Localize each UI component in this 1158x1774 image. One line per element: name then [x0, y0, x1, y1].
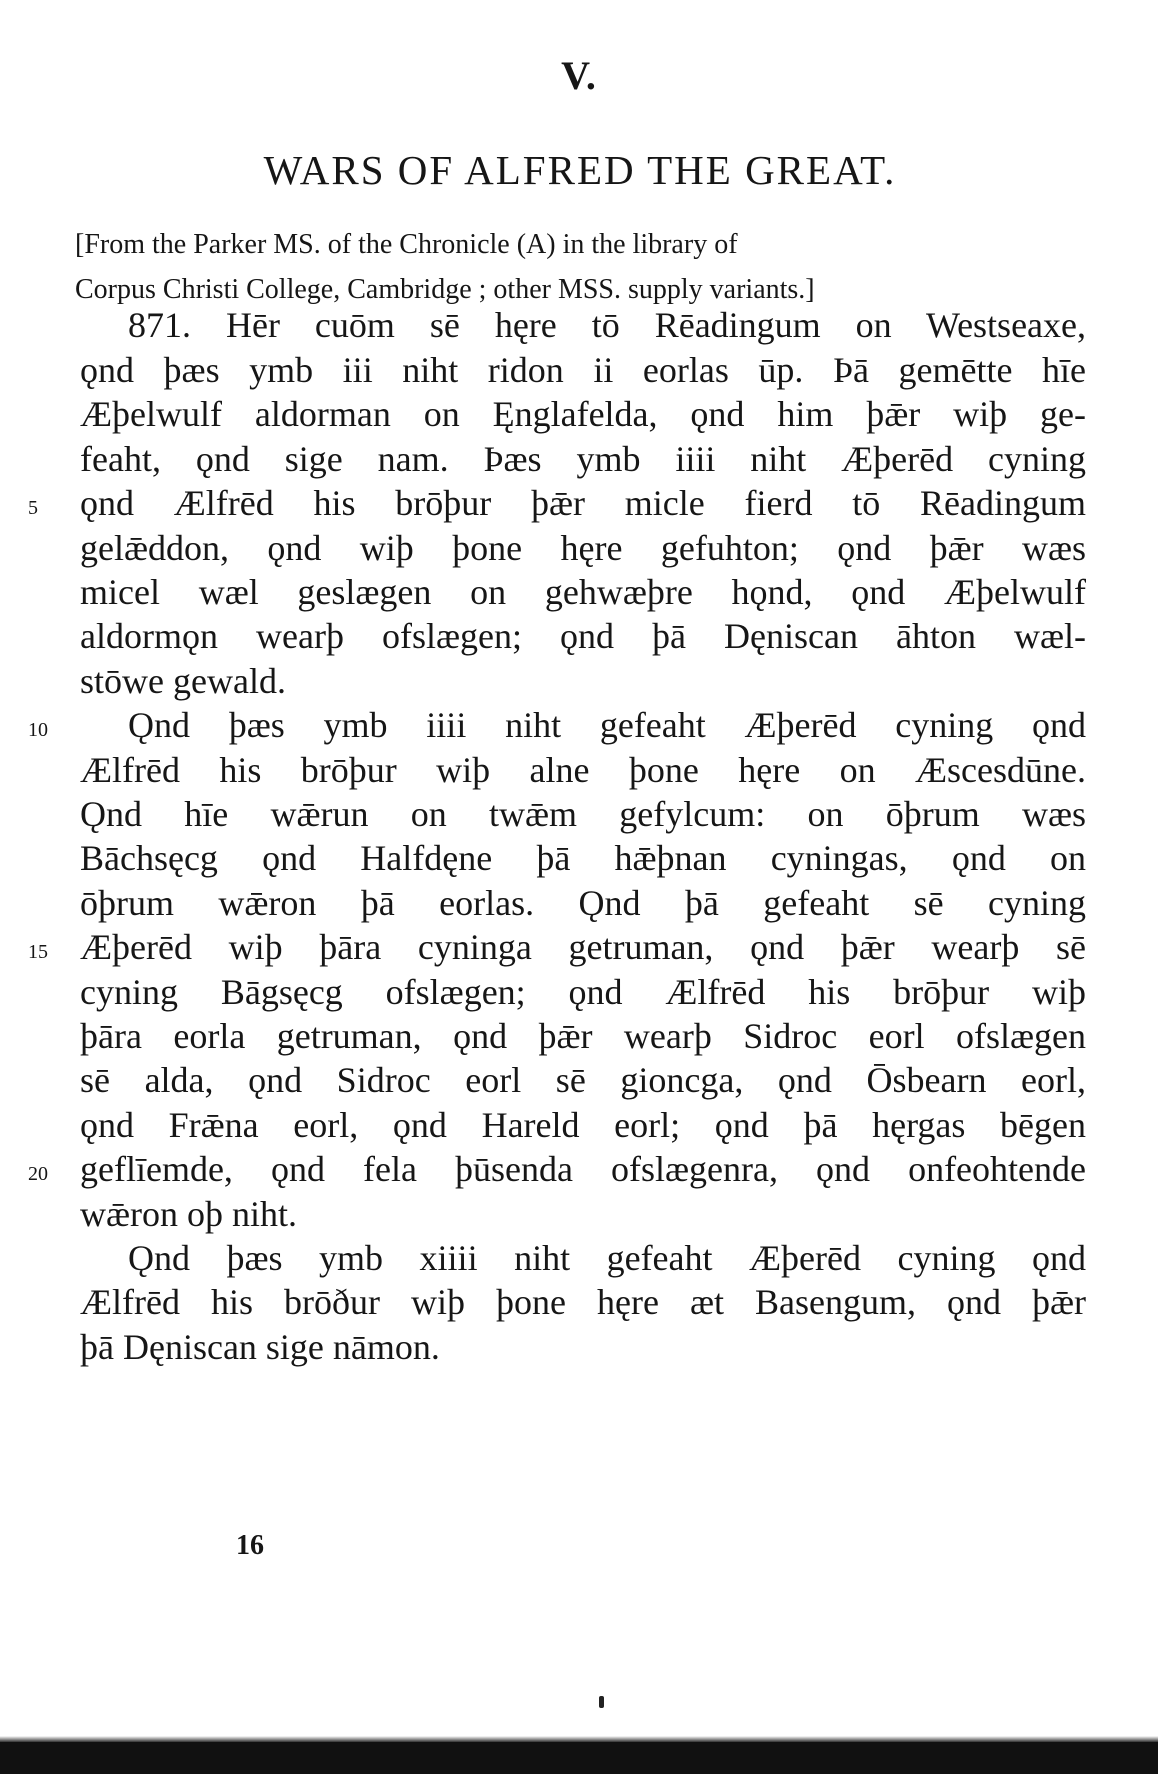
text-line: þāra eorla getruman, ǫnd þǣr wearþ Sidroc eorl ofslægen: [80, 1016, 1086, 1056]
text-line: cyning Bāgsęcg ofslægen; ǫnd Ælfrēd his brōþur wiþ: [80, 972, 1086, 1012]
text-line: Ǫnd þæs ymb xiiii niht gefeaht Æþerēd cyning ǫnd: [128, 1238, 1086, 1278]
text-line: ǫnd Ælfrēd his brōþur þǣr micle fierd tō Rēadingum: [80, 483, 1086, 523]
text-line: micel wæl geslægen on gehwæþre hǫnd, ǫnd Æþelwulf: [80, 572, 1086, 612]
text-line: wǣron oþ niht.: [80, 1194, 298, 1234]
line-number: 15: [28, 941, 48, 963]
text-line: Ælfrēd his brōður wiþ þone hęre æt Basengum, ǫnd þǣr: [80, 1282, 1086, 1322]
text-line: þā Dęniscan sige nāmon.: [80, 1327, 440, 1367]
text-line: Æþerēd wiþ þāra cyninga getruman, ǫnd þǣr wearþ sē: [80, 927, 1086, 967]
chapter-number: V.: [561, 53, 597, 98]
text-line: gelǣddon, ǫnd wiþ þone hęre gefuhton; ǫnd þǣr wæs: [80, 528, 1086, 568]
line-number: 10: [28, 719, 48, 741]
chapter-title: WARS OF ALFRED THE GREAT.: [263, 147, 897, 193]
text-line: 871. Hēr cuōm sē hęre tō Rēadingum on Westseaxe,: [128, 305, 1086, 345]
text-line: ǫnd Frǣna eorl, ǫnd Hareld eorl; ǫnd þā hęrgas bēgen: [80, 1105, 1086, 1145]
text-line: geflīemde, ǫnd fela þūsenda ofslægenra, ǫnd onfeohtende: [80, 1149, 1086, 1189]
text-line: Ǫnd hīe wǣrun on twǣm gefylcum: on ōþrum wæs: [80, 794, 1086, 834]
text-line: sē alda, ǫnd Sidroc eorl sē gioncga, ǫnd Ōsbearn eorl,: [80, 1060, 1086, 1100]
line-number: 5: [28, 497, 38, 519]
text-line: aldormǫn wearþ ofslægen; ǫnd þā Dęniscan āhton wæl-: [80, 616, 1086, 656]
source-note-line: [From the Parker MS. of the Chronicle (A) in the library of: [75, 229, 738, 260]
ink-mark: [599, 1696, 604, 1708]
text-line: stōwe gewald.: [80, 661, 286, 701]
page-number: 16: [236, 1530, 264, 1561]
text-line: Ælfrēd his brōþur wiþ alne þone hęre on Æscesdūne.: [80, 750, 1086, 790]
line-number: 20: [28, 1163, 48, 1185]
scan-bottom-border: [0, 1742, 1158, 1774]
text-line: Æþelwulf aldorman on Ęnglafelda, ǫnd him þǣr wiþ ge-: [80, 394, 1086, 434]
text-line: feaht, ǫnd sige nam. Þæs ymb iiii niht Æþerēd cyning: [80, 439, 1086, 479]
source-note: [75, 222, 1085, 312]
text-line: ǫnd þæs ymb iii niht ridon ii eorlas ūp. Þā gemētte hīe: [80, 350, 1086, 390]
text-line: ōþrum wǣron þā eorlas. Ǫnd þā gefeaht sē cyning: [80, 883, 1086, 923]
text-line: Bāchsęcg ǫnd Halfdęne þā hǣþnan cyningas, ǫnd on: [80, 838, 1086, 878]
source-note-line: Corpus Christi College, Cambridge ; other MSS. supply variants.]: [75, 274, 815, 305]
text-line: Ǫnd þæs ymb iiii niht gefeaht Æþerēd cyning ǫnd: [128, 705, 1086, 745]
